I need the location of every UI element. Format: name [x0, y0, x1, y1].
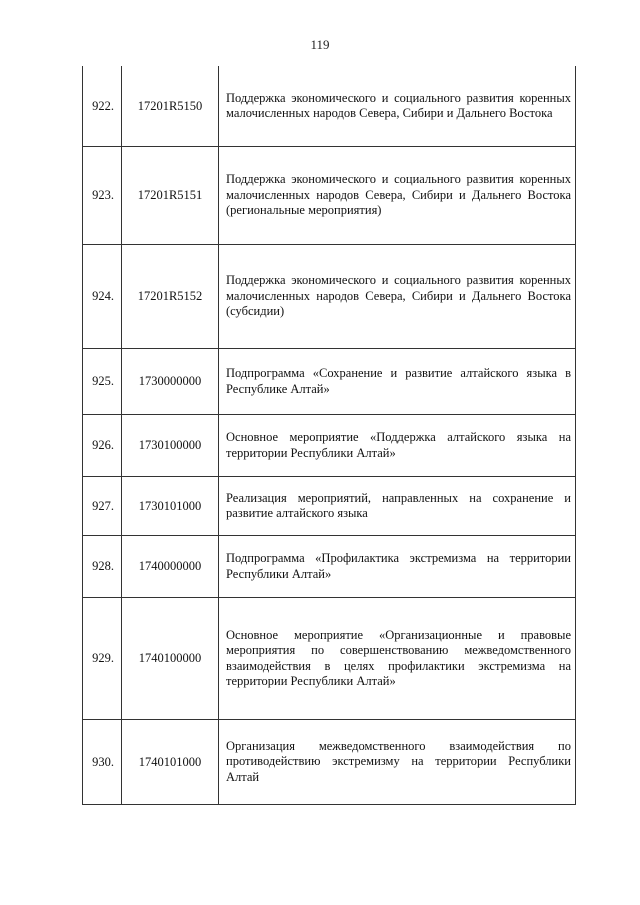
article-name: Поддержка экономического и социального развития коренных малочисленных народов Севера, Сибири и Дальнего Востока (региональные мероприятия) — [226, 172, 571, 218]
article-name: Поддержка экономического и социального развития коренных малочисленных народов Севера, Сибири и Дальнего Востока (субсидии) — [226, 273, 571, 319]
row-number: 929. — [83, 598, 122, 719]
target-article-code: 1740101000 — [122, 720, 219, 804]
row-number: 927. — [83, 477, 122, 535]
article-name: Подпрограмма «Профилактика экстремизма на территории Республики Алтай» — [226, 551, 571, 581]
target-article-code: 1740100000 — [122, 598, 219, 719]
row-number: 923. — [83, 147, 122, 244]
article-name: Основное мероприятие «Организационные и правовые мероприятия по совершенствованию межведомственного взаимодействия в целях профилактики экстремизма на территории Республики Алтай» — [226, 627, 571, 688]
article-name: Подпрограмма «Сохранение и развитие алтайского языка в Республике Алтай» — [226, 366, 571, 396]
target-article-code: 17201R5151 — [122, 147, 219, 244]
table-row — [83, 348, 575, 414]
article-name: Основное мероприятие «Поддержка алтайского языка на территории Республики Алтай» — [226, 430, 571, 460]
table-row — [83, 535, 575, 597]
table-row — [83, 244, 575, 348]
page-number: 119 — [310, 37, 330, 52]
target-article-code: 1740000000 — [122, 536, 219, 597]
table-row — [83, 719, 575, 804]
article-name: Поддержка экономического и социального развития коренных малочисленных народов Севера, Сибири и Дальнего Востока — [226, 90, 571, 120]
row-number: 926. — [83, 415, 122, 476]
row-number: 928. — [83, 536, 122, 597]
row-number: 922. — [83, 66, 122, 146]
target-article-code: 1730101000 — [122, 477, 219, 535]
table-row — [83, 146, 575, 244]
table-row — [83, 414, 575, 476]
target-article-code: 1730100000 — [122, 415, 219, 476]
budget-classification-table — [82, 66, 576, 805]
target-article-code: 17201R5150 — [122, 66, 219, 146]
target-article-code: 1730000000 — [122, 349, 219, 414]
row-number: 925. — [83, 349, 122, 414]
table-row — [83, 66, 575, 146]
table-row — [83, 597, 575, 719]
article-name: Организация межведомственного взаимодействия по противодействию экстремизму на территории Республики Алтай — [226, 738, 571, 784]
target-article-code: 17201R5152 — [122, 245, 219, 348]
row-number: 930. — [83, 720, 122, 804]
table-row — [83, 476, 575, 535]
article-name: Реализация мероприятий, направленных на сохранение и развитие алтайского языка — [226, 490, 571, 520]
row-number: 924. — [83, 245, 122, 348]
